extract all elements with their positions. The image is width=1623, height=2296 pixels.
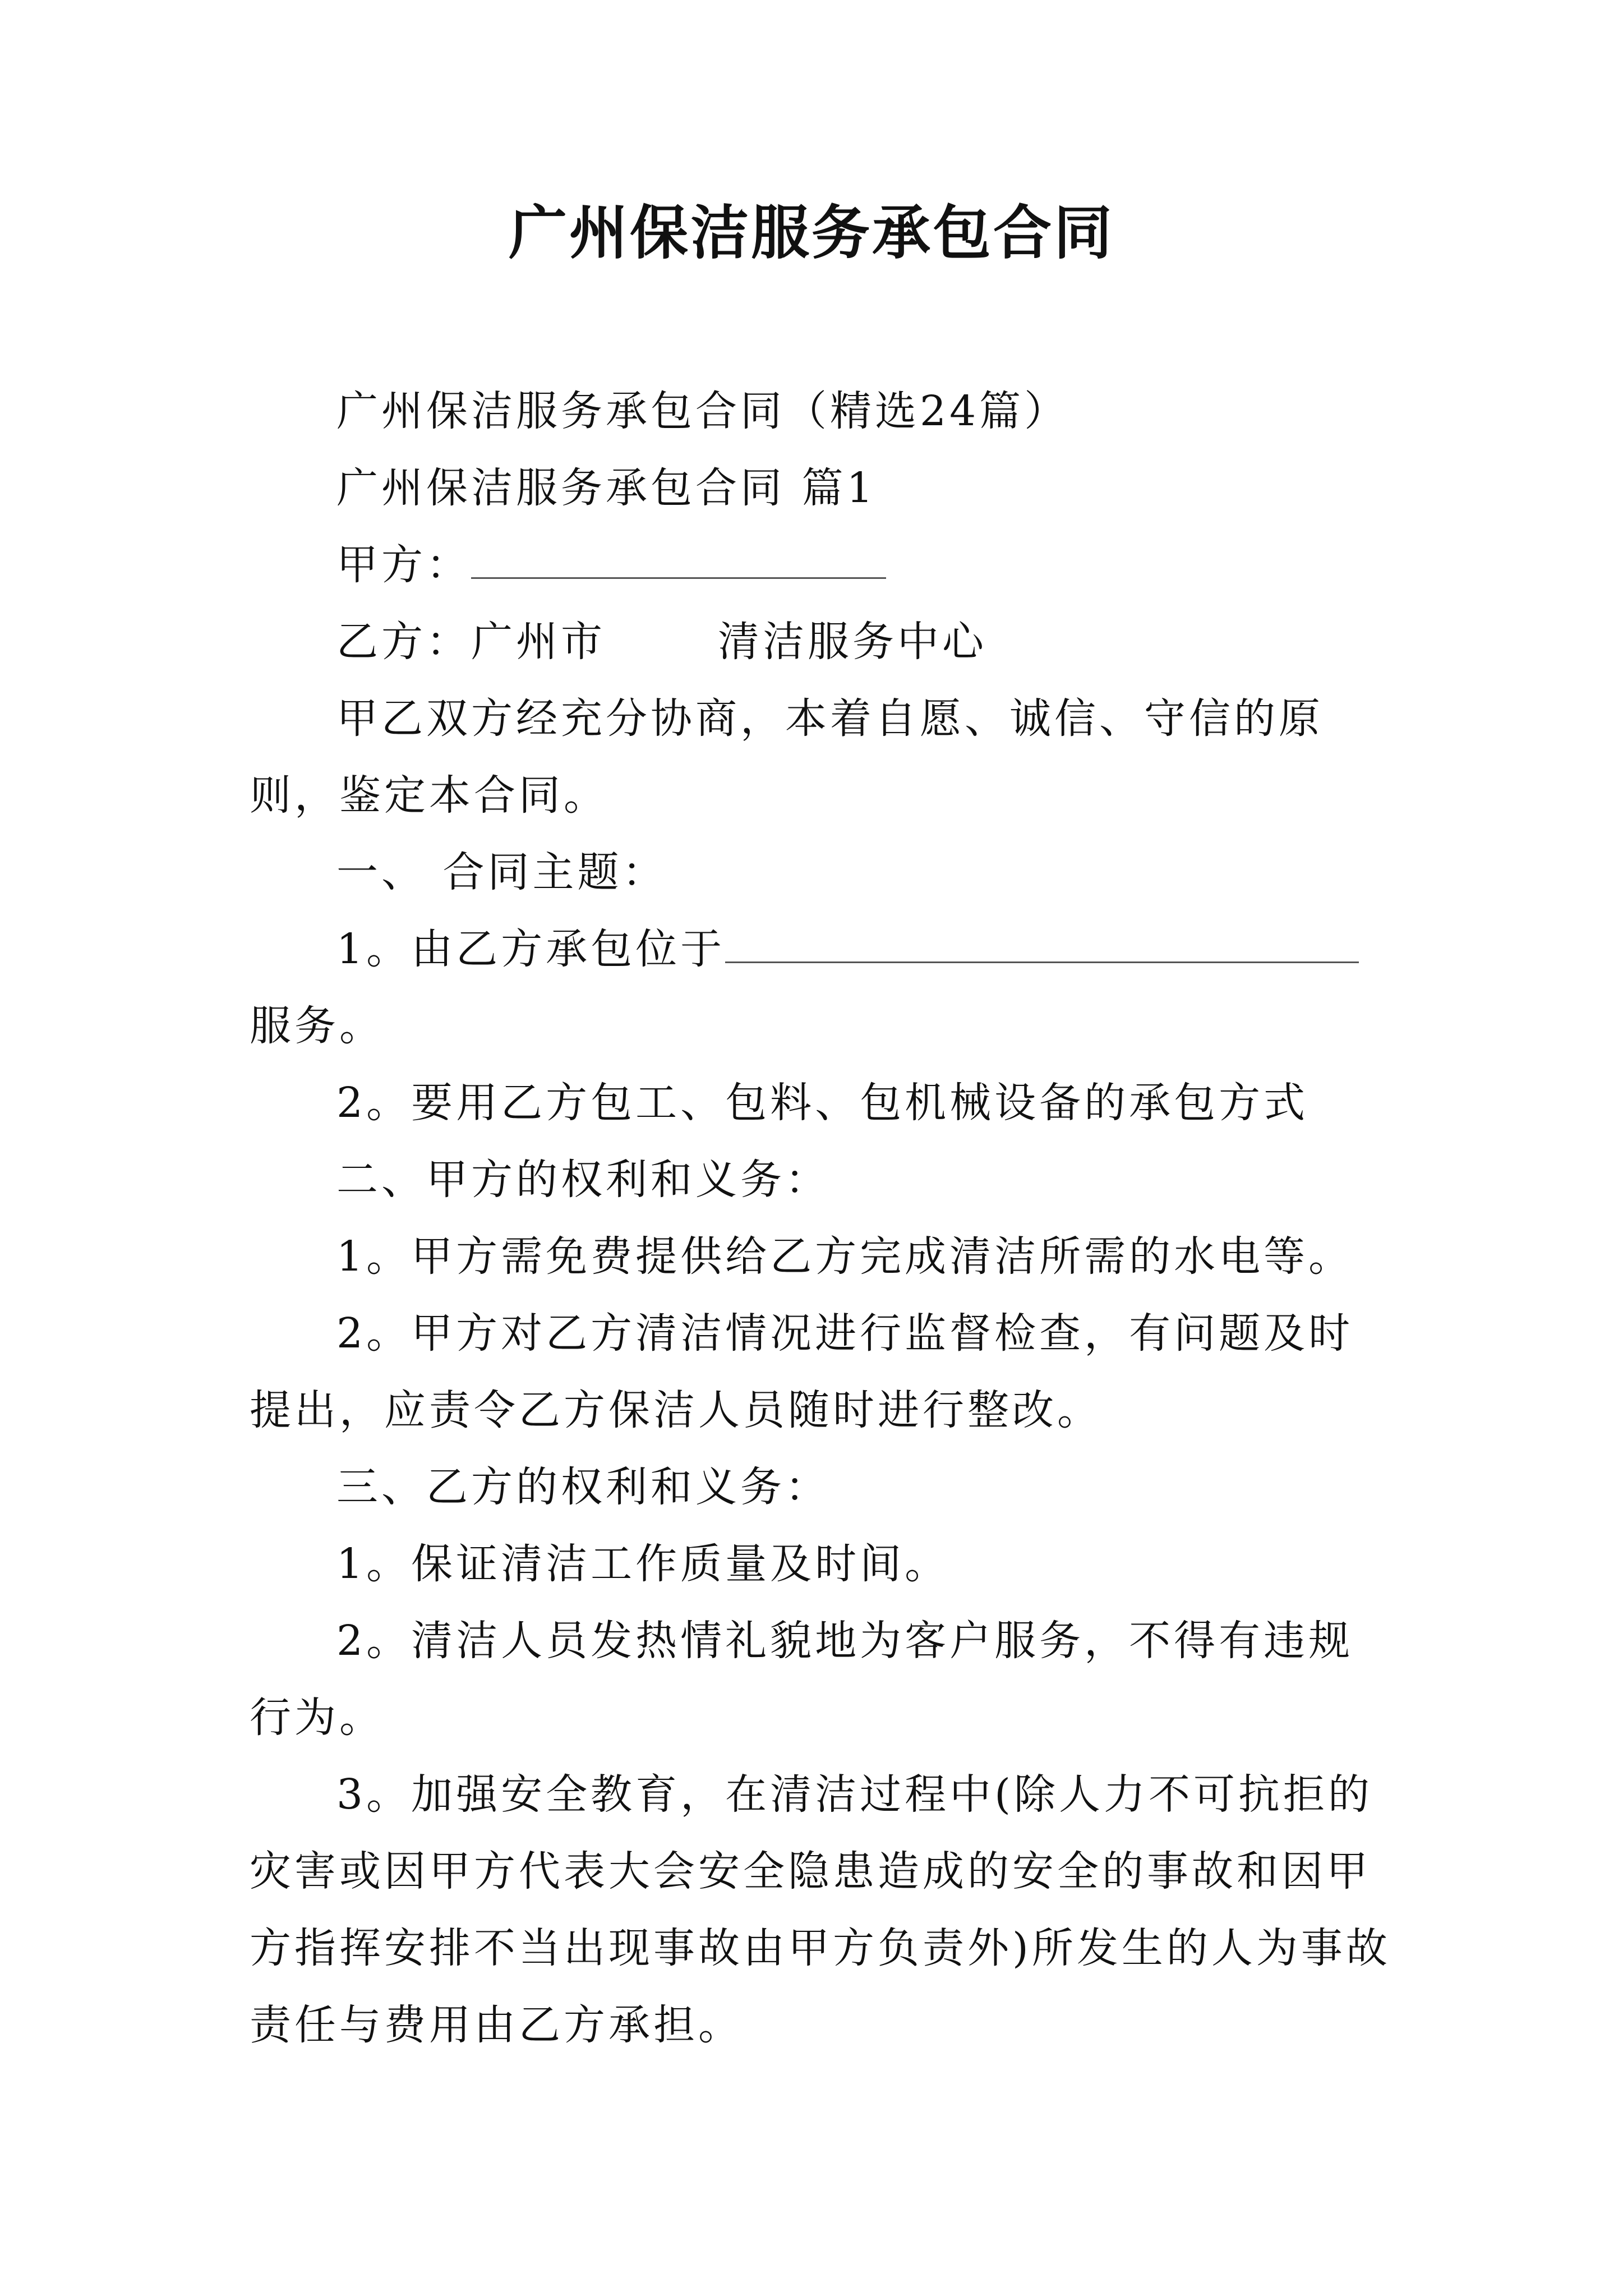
item-1-1 xyxy=(250,911,1394,1065)
section-heading: 广州保洁服务承包合同 篇1 xyxy=(336,464,877,512)
party-b-line xyxy=(250,604,1394,680)
item-3-2: 2。清洁人员发热情礼貌地为客户服务，不得有违规行为。 xyxy=(250,1617,1354,1742)
item-2-2: 2。甲方对乙方清洁情况进行监督检查，有问题及时提出，应责令乙方保洁人员随时进行整改。 xyxy=(250,1309,1354,1434)
party-a-line xyxy=(250,527,1394,604)
document-title: 广州保洁服务承包合同 xyxy=(508,198,1114,267)
document-body xyxy=(250,373,1394,2064)
heading-3: 三、乙方的权利和义务： xyxy=(336,1463,830,1511)
item-3-1: 1。保证清洁工作质量及时间。 xyxy=(336,1540,950,1588)
item-1-2: 2。要用乙方包工、包料、包机械设备的承包方式 xyxy=(336,1079,1309,1127)
item-3-3: 3。加强安全教育，在清洁过程中(除人力不可抗拒的灾害或因甲方代表大会安全隐患造成的安全的事故和因甲方指挥安排不当出现事故由甲方负责外)所发生的人为事故责任与费用由乙方承担。 xyxy=(250,1770,1391,2049)
party-a-blank xyxy=(471,544,886,579)
party-b-suffix: 清洁服务中心 xyxy=(718,618,987,666)
heading-2: 二、甲方的权利和义务： xyxy=(336,1156,830,1204)
party-b-label: 乙方：广州市 xyxy=(336,618,606,666)
item-1-1-prefix: 1。由乙方承包位于 xyxy=(336,925,726,973)
item-1-1-suffix: 服务。 xyxy=(250,1002,384,1050)
location-blank xyxy=(725,928,1359,963)
party-a-label: 甲方： xyxy=(336,541,471,589)
intro-paragraph: 甲乙双方经充分协商，本着自愿、诚信、守信的原则，鉴定本合同。 xyxy=(250,694,1324,820)
item-2-1: 1。甲方需免费提供给乙方完成清洁所需的水电等。 xyxy=(336,1232,1354,1281)
subtitle: 广州保洁服务承包合同（精选24篇） xyxy=(336,387,1069,435)
heading-1: 一、 合同主题： xyxy=(336,848,667,896)
